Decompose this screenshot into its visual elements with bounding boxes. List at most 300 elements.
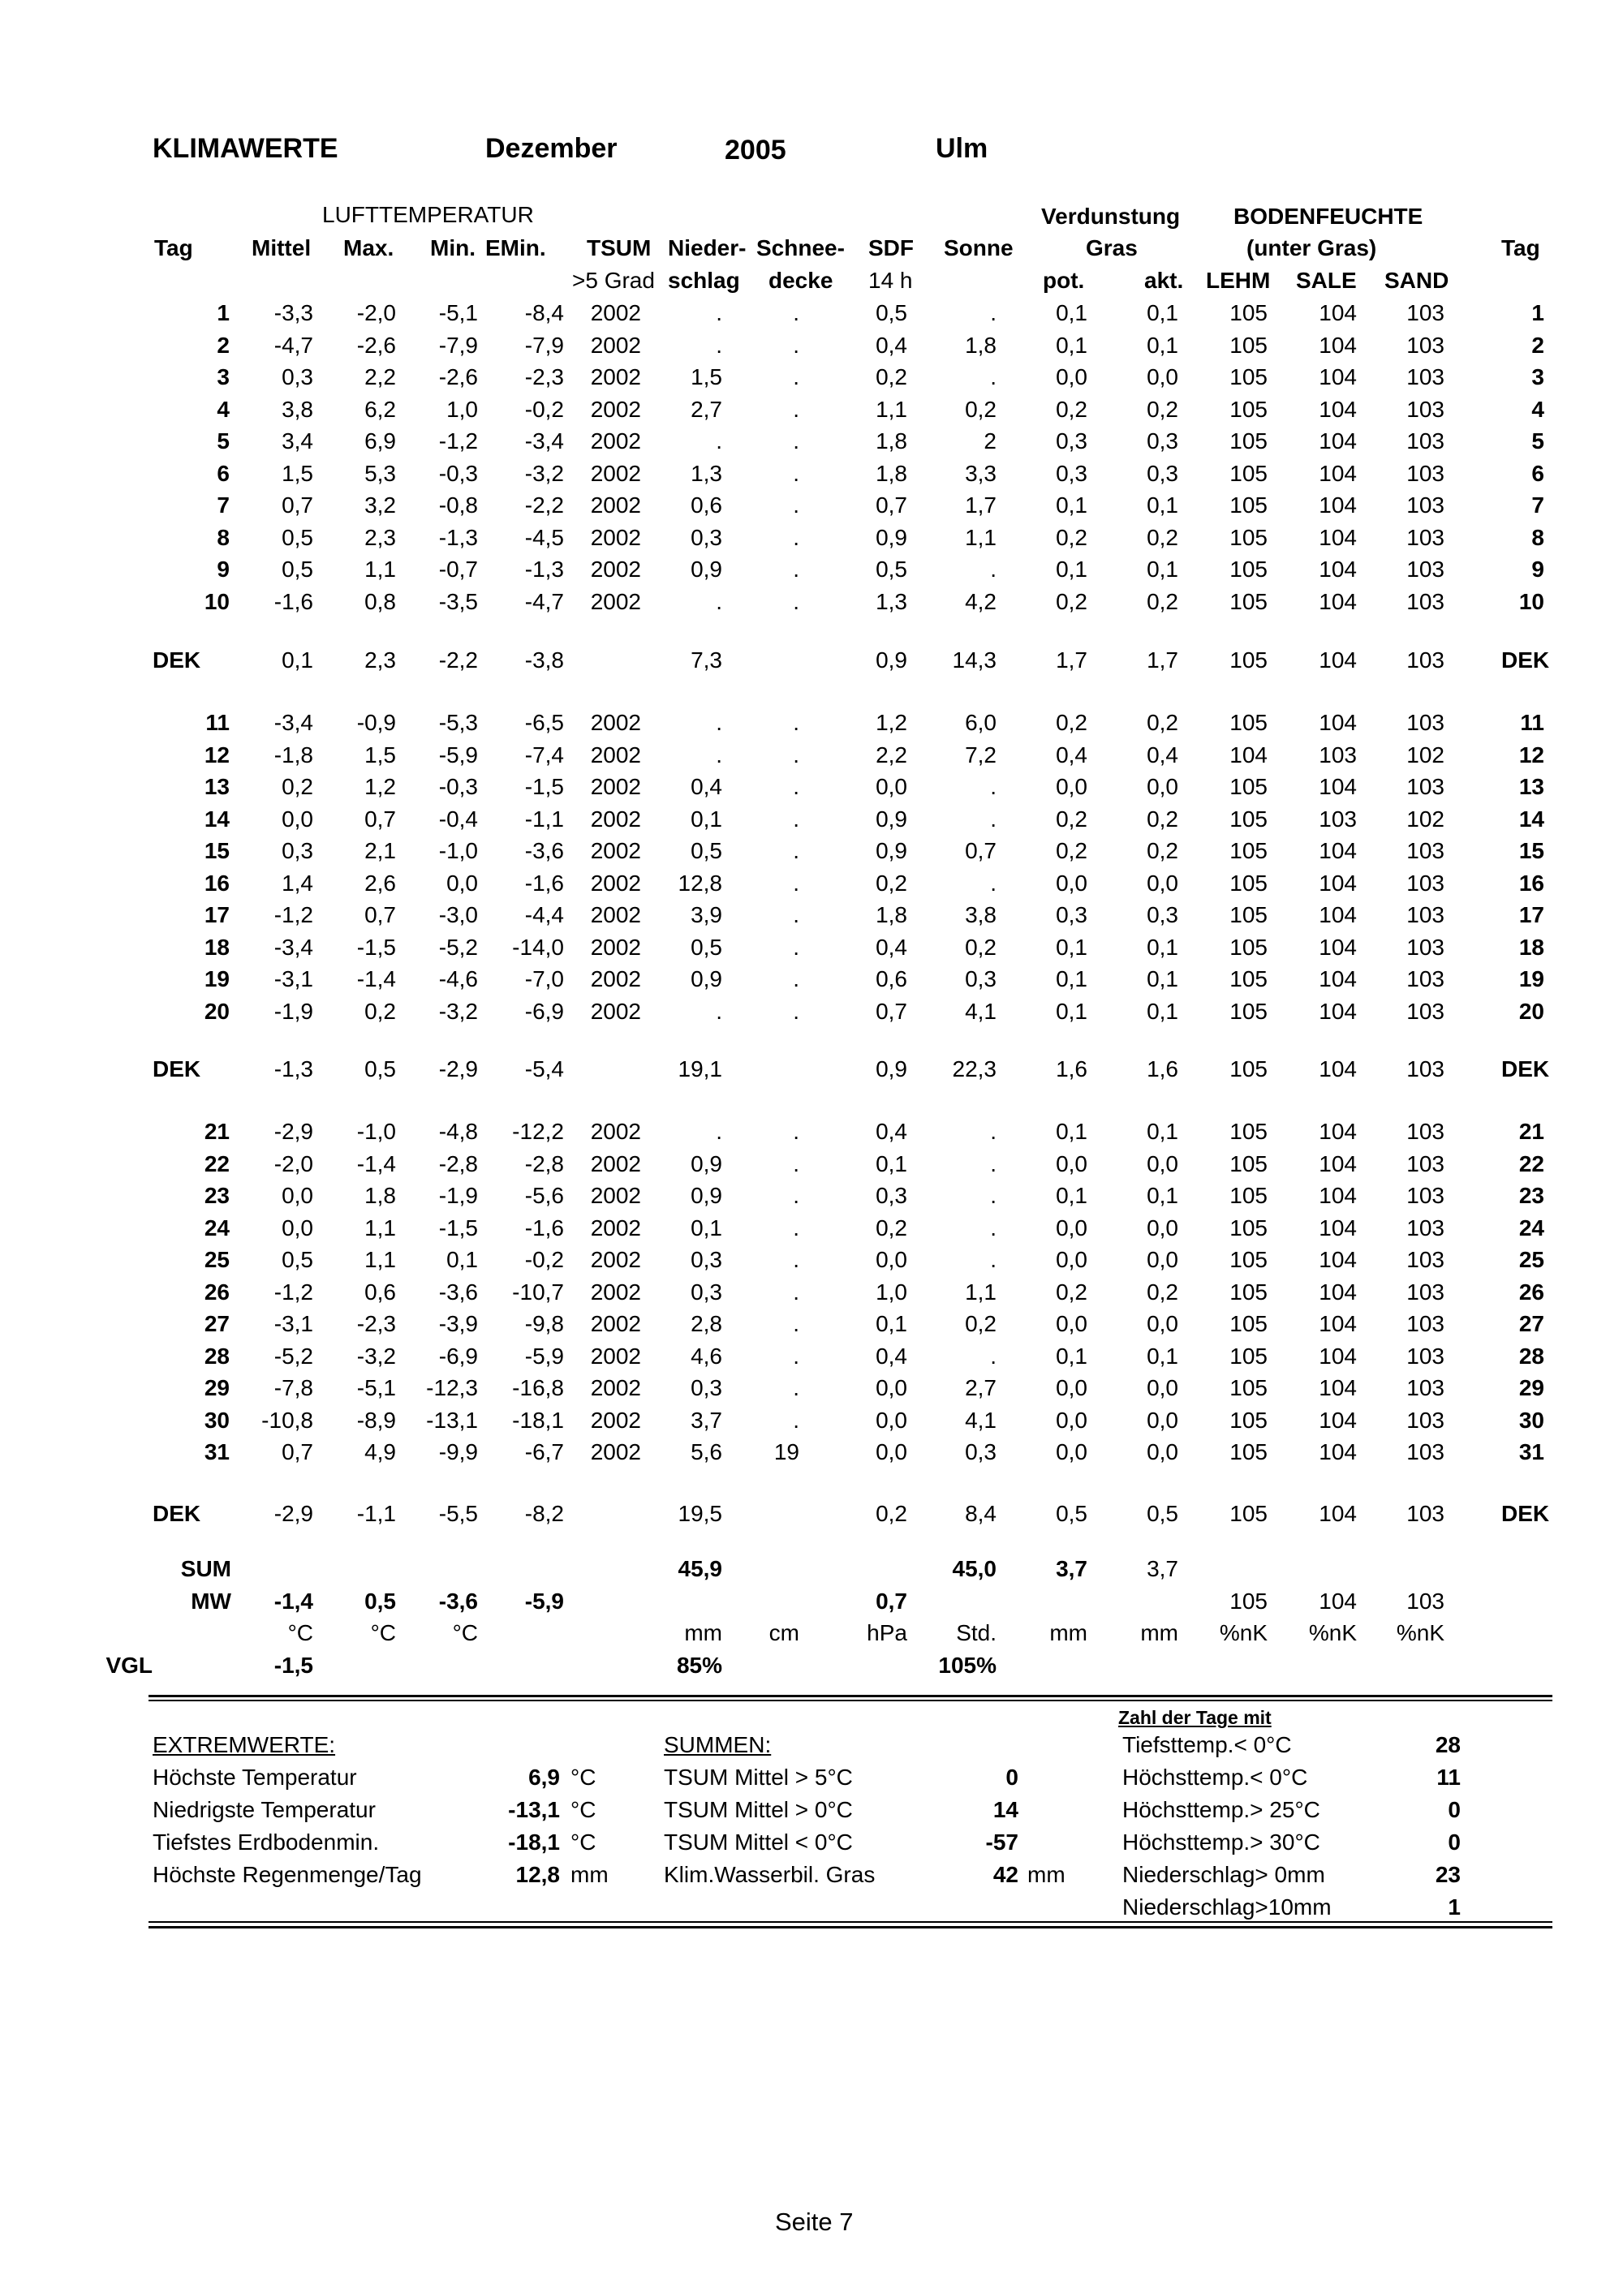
cell-col-7: .	[793, 1344, 799, 1369]
cell-col-8: 0,0	[876, 1375, 907, 1400]
cell-col-10: 0,2	[1056, 525, 1087, 550]
cell-col-9: 45,0	[952, 1556, 997, 1581]
cell-col-8: 0,1	[876, 1151, 907, 1176]
cell-col-1: 0,3	[282, 364, 313, 389]
cell-col-15: 30	[1518, 1408, 1544, 1433]
summen-value: 0	[1005, 1765, 1018, 1790]
cell-col-11: 0,0	[1147, 1215, 1178, 1240]
tage-value: 11	[1436, 1765, 1461, 1790]
cell-col-2: 0,5	[364, 1056, 396, 1081]
cell-col-2: 1,1	[364, 1247, 396, 1272]
cell-col-14: 103	[1406, 1056, 1444, 1081]
cell-col-10: 0,1	[1056, 1344, 1087, 1369]
cell-col-11: 0,1	[1147, 333, 1178, 358]
cell-col-8: 0,1	[876, 1311, 907, 1336]
cell-col-2: 2,3	[364, 525, 396, 550]
cell-col-15: 5	[1531, 428, 1544, 454]
cell-col-13: 104	[1319, 525, 1357, 550]
cell-col-9: 0,3	[965, 1439, 997, 1464]
extremwerte-label: Tiefstes Erdbodenmin.	[153, 1829, 380, 1855]
cell-col-7: .	[793, 1215, 799, 1240]
cell-col-4: -2,8	[524, 1151, 564, 1176]
cell-col-13: 104	[1319, 364, 1357, 389]
cell-col-7: .	[793, 1119, 799, 1144]
cell-col-4: -4,7	[524, 589, 564, 614]
header-sale: SALE	[1296, 268, 1357, 293]
cell-col-1: 0,1	[282, 647, 313, 673]
cell-col-5: 2002	[590, 1344, 641, 1369]
cell-col-12: 105	[1229, 525, 1268, 550]
cell-col-8: 0,0	[876, 1439, 907, 1464]
cell-col-5: 2002	[590, 525, 641, 550]
header-nieder: Nieder-	[668, 235, 747, 260]
cell-col-10: 0,1	[1056, 333, 1087, 358]
table-row	[0, 524, 1623, 552]
cell-col-13: 104	[1319, 1279, 1357, 1305]
cell-col-8: 0,0	[876, 1408, 907, 1433]
cell-col-11: 0,0	[1147, 1311, 1178, 1336]
cell-col-0: 11	[205, 710, 230, 735]
cell-col-9: 8,4	[965, 1501, 997, 1526]
cell-col-9: 2	[984, 428, 997, 454]
cell-col-0: 20	[204, 999, 230, 1024]
cell-col-8: hPa	[867, 1620, 907, 1645]
cell-col-7: .	[793, 1408, 799, 1433]
dek-row	[0, 1500, 1623, 1528]
cell-col-15: 6	[1531, 461, 1544, 486]
cell-col-13: 104	[1319, 871, 1357, 896]
header-schnee: Schnee-	[756, 235, 845, 260]
header-group-soil: BODENFEUCHTE	[1233, 204, 1423, 229]
cell-col-12: 105	[1229, 1375, 1268, 1400]
cell-col-5: 2002	[590, 966, 641, 991]
header-tsum-sub: >5 Grad	[572, 268, 655, 293]
cell-col-14: 103	[1406, 428, 1444, 454]
cell-col-14: 103	[1406, 1215, 1444, 1240]
cell-col-2: -1,1	[356, 1501, 396, 1526]
cell-col-15: 24	[1518, 1215, 1544, 1240]
cell-col-15: 9	[1531, 557, 1544, 582]
document-title: KLIMAWERTE	[153, 133, 338, 164]
cell-col-15: 2	[1531, 333, 1544, 358]
cell-col-15: 31	[1518, 1439, 1544, 1464]
cell-col-8: 0,0	[876, 774, 907, 799]
cell-col-9: 3,3	[965, 461, 997, 486]
cell-col-6: .	[716, 999, 722, 1024]
cell-col-14: 103	[1406, 492, 1444, 518]
cell-col-6: 3,7	[691, 1408, 722, 1433]
header-pot: pot.	[1043, 268, 1085, 293]
cell-col-10: 0,1	[1056, 300, 1087, 325]
cell-col-10: 0,2	[1056, 1279, 1087, 1305]
cell-col-8: 0,9	[876, 838, 907, 863]
cell-col-11: 0,2	[1147, 397, 1178, 422]
tage-label: Tiefsttemp.< 0°C	[1122, 1732, 1292, 1757]
table-row	[0, 1407, 1623, 1434]
cell-col-0: 15	[204, 838, 230, 863]
cell-col-5: 2002	[590, 300, 641, 325]
cell-col-10: 0,5	[1056, 1501, 1087, 1526]
cell-col-12: 105	[1229, 902, 1268, 927]
cell-col-2: -3,2	[356, 1344, 396, 1369]
cell-col-15: 20	[1518, 999, 1544, 1024]
cell-col-14: 103	[1406, 838, 1444, 863]
cell-col-4: -5,9	[524, 1344, 564, 1369]
cell-col-14: 102	[1406, 742, 1444, 767]
cell-col-12: 105	[1229, 1151, 1268, 1176]
cell-col-11: 0,2	[1147, 589, 1178, 614]
cell-col-0: 21	[204, 1119, 230, 1144]
cell-col-14: 103	[1406, 966, 1444, 991]
cell-col-5: 2002	[590, 397, 641, 422]
cell-col-9: .	[990, 1344, 997, 1369]
cell-col-5: 2002	[590, 1408, 641, 1433]
cell-col-12: 105	[1229, 1408, 1268, 1433]
tage-value: 28	[1435, 1732, 1461, 1757]
summen-value: -57	[985, 1829, 1018, 1855]
cell-col-7: .	[793, 397, 799, 422]
cell-col-10: 1,6	[1056, 1056, 1087, 1081]
cell-col-9: 0,2	[965, 1311, 997, 1336]
cell-col-8: 0,6	[876, 966, 907, 991]
cell-col-1: -1,9	[273, 999, 313, 1024]
cell-col-10: 0,1	[1056, 1119, 1087, 1144]
cell-col-13: 104	[1319, 1375, 1357, 1400]
cell-col-3: -1,5	[438, 1215, 478, 1240]
cell-col-2: -5,1	[356, 1375, 396, 1400]
table-row	[0, 806, 1623, 833]
cell-col-13: 104	[1319, 1589, 1357, 1614]
cell-col-12: 105	[1229, 838, 1268, 863]
cell-col-6: 2,8	[691, 1311, 722, 1336]
cell-col-5: 2002	[590, 1439, 641, 1464]
cell-col-15: 23	[1518, 1183, 1544, 1208]
cell-col-7: .	[793, 333, 799, 358]
cell-col-12: 105	[1229, 397, 1268, 422]
month-label: Dezember	[485, 133, 618, 164]
header-nieder-2: schlag	[668, 268, 740, 293]
cell-col-9: 4,2	[965, 589, 997, 614]
cell-col-6: 3,9	[691, 902, 722, 927]
cell-col-1: 0,5	[282, 1247, 313, 1272]
cell-col-14: 103	[1406, 1344, 1444, 1369]
cell-col-3: -1,9	[438, 1183, 478, 1208]
cell-col-14: 103	[1406, 525, 1444, 550]
table-row	[0, 1246, 1623, 1274]
cell-col-3: -3,6	[438, 1279, 478, 1305]
cell-col-1: -1,4	[273, 1589, 313, 1614]
cell-col-3: -2,6	[438, 364, 478, 389]
cell-col-3: -12,3	[426, 1375, 478, 1400]
cell-col-3: -0,8	[438, 492, 478, 518]
cell-col-8: 0,5	[876, 557, 907, 582]
cell-col-14: 103	[1406, 647, 1444, 673]
summen-label: TSUM Mittel < 0°C	[664, 1829, 853, 1855]
cell-col-3: -1,0	[438, 838, 478, 863]
cell-col-8: 0,2	[876, 364, 907, 389]
cell-col-9: 14,3	[952, 647, 997, 673]
table-row	[0, 837, 1623, 865]
cell-col-2: -1,0	[356, 1119, 396, 1144]
cell-col-8: 0,7	[876, 999, 907, 1024]
cell-col-1: -3,1	[273, 966, 313, 991]
cell-col-4: -5,4	[524, 1056, 564, 1081]
cell-col-14: 103	[1406, 1183, 1444, 1208]
cell-col-13: 104	[1319, 710, 1357, 735]
cell-col-7: .	[793, 999, 799, 1024]
cell-col-9: 0,7	[965, 838, 997, 863]
cell-col-8: 1,8	[876, 428, 907, 454]
cell-col-14: 102	[1406, 806, 1444, 832]
cell-col-3: -1,2	[438, 428, 478, 454]
cell-col-5: 2002	[590, 364, 641, 389]
cell-col-15: 10	[1518, 589, 1544, 614]
cell-col-7: .	[793, 1247, 799, 1272]
cell-col-4: -2,2	[524, 492, 564, 518]
cell-col-0: 10	[204, 589, 230, 614]
sum-row	[0, 1555, 1623, 1583]
cell-col-1: -3,3	[273, 300, 313, 325]
table-row	[0, 934, 1623, 961]
cell-col-14: 103	[1406, 710, 1444, 735]
cell-col-3: -0,3	[438, 774, 478, 799]
cell-col-1: -4,7	[273, 333, 313, 358]
cell-col-13: 104	[1319, 1215, 1357, 1240]
cell-col-10: 0,3	[1056, 902, 1087, 927]
cell-col-7: .	[793, 742, 799, 767]
cell-col-4: -1,6	[524, 871, 564, 896]
cell-col-9: 0,2	[965, 935, 997, 960]
table-row	[0, 428, 1623, 455]
cell-col-8: 0,4	[876, 935, 907, 960]
cell-col-5: 2002	[590, 935, 641, 960]
cell-col-6: 0,1	[691, 806, 722, 832]
cell-col-0: 5	[217, 428, 230, 454]
cell-col-4: -6,5	[524, 710, 564, 735]
cell-col-11: 0,2	[1147, 806, 1178, 832]
cell-col-3: °C	[452, 1620, 478, 1645]
table-row	[0, 396, 1623, 424]
cell-col-11: 0,3	[1147, 428, 1178, 454]
cell-col-9: 1,1	[965, 1279, 997, 1305]
cell-col-14: 103	[1406, 1279, 1444, 1305]
cell-col-13: %nK	[1308, 1620, 1357, 1645]
cell-col-3: -0,3	[438, 461, 478, 486]
cell-col-5: 2002	[590, 999, 641, 1024]
summen-label: TSUM Mittel > 5°C	[664, 1765, 853, 1790]
cell-col-0: VGL	[105, 1653, 153, 1678]
cell-col-13: 104	[1319, 428, 1357, 454]
cell-col-15: 4	[1531, 397, 1544, 422]
cell-col-8: 0,9	[876, 647, 907, 673]
table-row	[0, 742, 1623, 769]
cell-col-13: 104	[1319, 966, 1357, 991]
cell-col-8: 2,2	[876, 742, 907, 767]
cell-col-14: 103	[1406, 902, 1444, 927]
cell-col-2: 2,6	[364, 871, 396, 896]
cell-col-15: 13	[1518, 774, 1544, 799]
cell-col-6: .	[716, 1119, 722, 1144]
cell-col-1: -1,2	[273, 1279, 313, 1305]
cell-col-14: 103	[1406, 1119, 1444, 1144]
cell-col-6: 4,6	[691, 1344, 722, 1369]
summen-label: Klim.Wasserbil. Gras	[664, 1862, 876, 1887]
cell-col-5: 2002	[590, 461, 641, 486]
cell-col-5: 2002	[590, 1247, 641, 1272]
cell-col-4: -12,2	[512, 1119, 564, 1144]
cell-col-8: 0,2	[876, 1215, 907, 1240]
cell-col-9: .	[990, 774, 997, 799]
header-tsum: TSUM	[587, 235, 652, 260]
cell-col-2: -1,5	[356, 935, 396, 960]
cell-col-9: .	[990, 1151, 997, 1176]
cell-col-8: 0,4	[876, 1344, 907, 1369]
cell-col-10: 0,0	[1056, 1408, 1087, 1433]
table-row	[0, 492, 1623, 519]
cell-col-5: 2002	[590, 1151, 641, 1176]
cell-col-6: 1,5	[691, 364, 722, 389]
cell-col-13: 104	[1319, 1247, 1357, 1272]
table-row	[0, 1438, 1623, 1466]
cell-col-3: -4,8	[438, 1119, 478, 1144]
extremwerte-unit: °C	[570, 1829, 596, 1855]
cell-col-11: 1,6	[1147, 1056, 1178, 1081]
cell-col-13: 104	[1319, 1408, 1357, 1433]
cell-col-0: 12	[204, 742, 230, 767]
cell-col-6: 45,9	[678, 1556, 722, 1581]
cell-col-2: 2,1	[364, 838, 396, 863]
cell-col-1: 0,5	[282, 525, 313, 550]
cell-col-13: 104	[1319, 300, 1357, 325]
cell-col-13: 104	[1319, 1119, 1357, 1144]
cell-col-2: 1,8	[364, 1183, 396, 1208]
cell-col-12: 105	[1229, 999, 1268, 1024]
cell-col-1: 1,5	[282, 461, 313, 486]
cell-col-14: 103	[1406, 333, 1444, 358]
extremwerte-value: -18,1	[508, 1829, 560, 1855]
cell-col-11: 0,2	[1147, 1279, 1178, 1305]
cell-col-6: .	[716, 300, 722, 325]
cell-col-7: .	[793, 428, 799, 454]
cell-col-13: 104	[1319, 1151, 1357, 1176]
cell-col-1: -3,1	[273, 1311, 313, 1336]
cell-col-11: 0,1	[1147, 935, 1178, 960]
cell-col-3: -5,9	[438, 742, 478, 767]
cell-col-14: 103	[1406, 1375, 1444, 1400]
header-sonne: Sonne	[944, 235, 1014, 260]
summen-heading: SUMMEN:	[664, 1732, 772, 1757]
cell-col-5: 2002	[590, 1119, 641, 1144]
tage-value: 1	[1448, 1894, 1461, 1920]
cell-col-5: 2002	[590, 557, 641, 582]
cell-col-6: 0,6	[691, 492, 722, 518]
cell-col-2: 2,2	[364, 364, 396, 389]
cell-col-0: DEK	[153, 1501, 201, 1526]
cell-col-10: 0,1	[1056, 492, 1087, 518]
cell-col-9: .	[990, 1119, 997, 1144]
cell-col-7: .	[793, 806, 799, 832]
cell-col-14: 103	[1406, 935, 1444, 960]
cell-col-12: 105	[1229, 710, 1268, 735]
station-label: Ulm	[936, 133, 988, 164]
cell-col-14: 103	[1406, 774, 1444, 799]
cell-col-5: 2002	[590, 428, 641, 454]
cell-col-12: 105	[1229, 1279, 1268, 1305]
cell-col-11: 0,0	[1147, 1439, 1178, 1464]
cell-col-0: 13	[204, 774, 230, 799]
extremwerte-unit: °C	[570, 1765, 596, 1790]
cell-col-11: 0,1	[1147, 1119, 1178, 1144]
cell-col-8: 0,9	[876, 525, 907, 550]
cell-col-13: 104	[1319, 397, 1357, 422]
cell-col-6: 0,4	[691, 774, 722, 799]
cell-col-0: DEK	[153, 1056, 201, 1081]
cell-col-5: 2002	[590, 492, 641, 518]
cell-col-4: -10,7	[512, 1279, 564, 1305]
cell-col-7: cm	[768, 1620, 799, 1645]
table-row	[0, 1182, 1623, 1210]
cell-col-0: 16	[204, 871, 230, 896]
extremwerte-label: Niedrigste Temperatur	[153, 1797, 376, 1822]
cell-col-2: 6,2	[364, 397, 396, 422]
cell-col-7: .	[793, 902, 799, 927]
cell-col-10: 0,0	[1056, 1375, 1087, 1400]
header-akt: akt.	[1144, 268, 1184, 293]
cell-col-4: -0,2	[524, 1247, 564, 1272]
cell-col-11: 0,0	[1147, 1247, 1178, 1272]
cell-col-13: 104	[1319, 647, 1357, 673]
cell-col-12: 105	[1229, 1501, 1268, 1526]
cell-col-0: 3	[217, 364, 230, 389]
cell-col-7: .	[793, 966, 799, 991]
cell-col-2: -1,4	[356, 1151, 396, 1176]
extremwerte-value: 6,9	[528, 1765, 560, 1790]
table-row	[0, 1150, 1623, 1178]
cell-col-13: 104	[1319, 774, 1357, 799]
cell-col-10: 0,1	[1056, 1183, 1087, 1208]
header-group-evap: Verdunstung	[1041, 204, 1181, 229]
cell-col-0: 9	[217, 557, 230, 582]
cell-col-1: -2,9	[273, 1501, 313, 1526]
cell-col-12: 105	[1229, 774, 1268, 799]
cell-col-3: -2,2	[438, 647, 478, 673]
cell-col-13: 104	[1319, 1344, 1357, 1369]
extremwerte-label: Höchste Regenmenge/Tag	[153, 1862, 422, 1887]
cell-col-10: 0,2	[1056, 589, 1087, 614]
cell-col-6: 0,5	[691, 935, 722, 960]
cell-col-15: 27	[1518, 1311, 1544, 1336]
cell-col-4: -4,4	[524, 902, 564, 927]
cell-col-4: -1,3	[524, 557, 564, 582]
cell-col-4: -1,5	[524, 774, 564, 799]
cell-col-6: 5,6	[691, 1439, 722, 1464]
cell-col-12: 104	[1229, 742, 1268, 767]
cell-col-3: -0,7	[438, 557, 478, 582]
cell-col-14: 103	[1406, 461, 1444, 486]
cell-col-15: 22	[1518, 1151, 1544, 1176]
summen-value: 42	[992, 1862, 1018, 1887]
cell-col-2: 6,9	[364, 428, 396, 454]
cell-col-8: 0,7	[876, 492, 907, 518]
cell-col-11: mm	[1140, 1620, 1178, 1645]
header-schnee-2: decke	[768, 268, 833, 293]
cell-col-3: -3,9	[438, 1311, 478, 1336]
cell-col-0: 24	[204, 1215, 230, 1240]
cell-col-0: 25	[204, 1247, 230, 1272]
cell-col-4: -8,2	[524, 1501, 564, 1526]
cell-col-13: 104	[1319, 1056, 1357, 1081]
cell-col-15: 19	[1518, 966, 1544, 991]
